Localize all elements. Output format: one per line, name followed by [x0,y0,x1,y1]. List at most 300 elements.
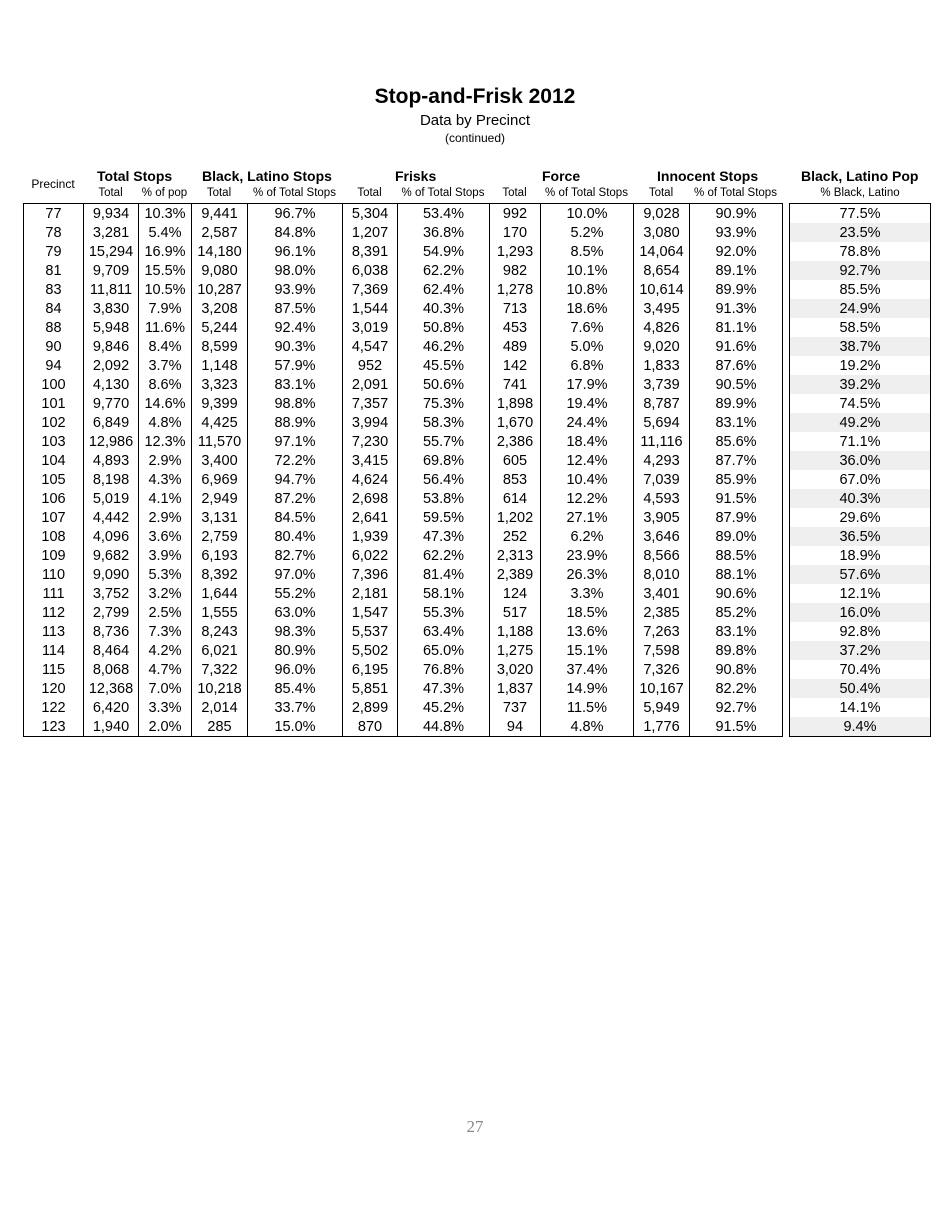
table-cell: 33.7% [248,698,343,717]
table-cell: 5,502 [343,641,398,660]
precinct-cell: 108 [24,527,84,546]
precinct-cell: 122 [24,698,84,717]
page-number: 27 [466,1117,484,1136]
table-cell: 4.1% [139,489,192,508]
table-cell: 4,893 [84,451,139,470]
population-row [790,280,931,299]
table-cell: 285 [192,717,248,737]
table-cell: 97.0% [248,565,343,584]
table-cell: 81.1% [690,318,783,337]
table-cell: 23.9% [541,546,634,565]
population-row [790,242,931,261]
table-row [24,337,783,356]
table-cell: 80.9% [248,641,343,660]
precinct-cell: 120 [24,679,84,698]
table-cell: 59.5% [398,508,490,527]
table-cell: 90.5% [690,375,783,394]
table-cell: 37.4% [541,660,634,679]
table-cell: 1,555 [192,603,248,622]
table-cell: 1,833 [634,356,690,375]
pct-black-latino-cell: 24.9% [790,299,931,318]
table-cell: 870 [343,717,398,737]
pct-black-latino-cell: 16.0% [790,603,931,622]
table-cell: 3,323 [192,375,248,394]
table-cell: 6.2% [541,527,634,546]
table-cell: 992 [490,204,541,224]
table-cell: 2.9% [139,508,192,527]
table-row [24,394,783,413]
population-row [790,394,931,413]
table-cell: 7,598 [634,641,690,660]
table-cell: 55.2% [248,584,343,603]
continued-note: (continued) [444,131,506,145]
table-cell: 18.4% [541,432,634,451]
table-cell: 3,646 [634,527,690,546]
table-cell: 6,193 [192,546,248,565]
table-cell: 1,293 [490,242,541,261]
table-cell: 5,244 [192,318,248,337]
table-cell: 12.4% [541,451,634,470]
pct-black-latino-cell: 23.5% [790,223,931,242]
table-cell: 75.3% [398,394,490,413]
pct-black-latino-cell: 19.2% [839,357,881,374]
table-cell: 3.7% [139,356,192,375]
pct-black-latino-cell: 67.0% [839,471,881,488]
table-cell: 47.3% [398,679,490,698]
table-cell: 8,392 [192,565,248,584]
precinct-cell: 77 [24,204,84,224]
pct-black-latino-cell: 36.0% [790,451,931,470]
table-cell: 85.2% [690,603,783,622]
table-cell: 2.9% [139,451,192,470]
subheader-pct-total-stops: % of Total Stops [253,187,336,199]
table-row [24,565,783,584]
table-cell: 3,401 [634,584,690,603]
table-cell: 98.3% [248,622,343,641]
precinct-data-table [23,203,783,737]
table-cell: 76.8% [398,660,490,679]
table-cell: 47.3% [398,527,490,546]
table-cell: 88.1% [690,565,783,584]
table-cell: 90.3% [248,337,343,356]
population-row [790,375,931,394]
table-cell: 83.1% [690,413,783,432]
table-cell: 4,547 [343,337,398,356]
table-cell: 90.6% [690,584,783,603]
precinct-cell: 106 [24,489,84,508]
table-cell: 3,495 [634,299,690,318]
table-cell: 5,304 [343,204,398,224]
table-row [24,451,783,470]
pct-black-latino-cell: 77.5% [839,205,881,222]
table-cell: 741 [490,375,541,394]
table-cell: 1,898 [490,394,541,413]
table-cell: 2,313 [490,546,541,565]
table-cell: 1,547 [343,603,398,622]
table-cell: 142 [490,356,541,375]
population-row [790,660,931,679]
table-cell: 3.2% [139,584,192,603]
table-cell: 982 [490,261,541,280]
table-cell: 89.1% [690,261,783,280]
table-cell: 19.4% [541,394,634,413]
table-cell: 7.0% [139,679,192,698]
table-cell: 9,709 [84,261,139,280]
precinct-cell: 123 [24,717,84,737]
table-cell: 3,131 [192,508,248,527]
table-row [24,527,783,546]
table-cell: 517 [490,603,541,622]
table-row [24,546,783,565]
table-cell: 55.3% [398,603,490,622]
table-cell: 11.5% [541,698,634,717]
table-cell: 8,243 [192,622,248,641]
pct-black-latino-cell: 70.4% [839,661,881,678]
precinct-cell: 111 [24,584,84,603]
table-cell: 85.6% [690,432,783,451]
header-black-latino-pop: Black, Latino Pop [801,168,919,184]
population-row [790,356,931,375]
table-cell: 63.0% [248,603,343,622]
pct-black-latino-cell: 14.1% [839,699,881,716]
subheader-total: Total [502,187,527,199]
table-cell: 50.6% [398,375,490,394]
population-row [790,603,931,622]
table-row [24,717,783,737]
table-cell: 1,939 [343,527,398,546]
table-cell: 952 [343,356,398,375]
table-cell: 3.6% [139,527,192,546]
table-cell: 4.3% [139,470,192,489]
precinct-cell: 109 [24,546,84,565]
table-cell: 7,326 [634,660,690,679]
header-force: Force [542,168,581,184]
table-cell: 53.4% [398,204,490,224]
table-cell: 98.0% [248,261,343,280]
table-cell: 1,670 [490,413,541,432]
table-cell: 8,599 [192,337,248,356]
subheader-total: Total [357,187,382,199]
precinct-cell: 105 [24,470,84,489]
table-cell: 10.4% [541,470,634,489]
table-row [24,242,783,261]
table-cell: 10,218 [192,679,248,698]
table-cell: 7,263 [634,622,690,641]
table-cell: 3.3% [139,698,192,717]
table-cell: 45.2% [398,698,490,717]
table-cell: 57.9% [248,356,343,375]
table-cell: 18.5% [541,603,634,622]
table-cell: 45.5% [398,356,490,375]
table-cell: 1,940 [84,717,139,737]
table-cell: 10,614 [634,280,690,299]
pct-black-latino-cell: 49.2% [790,413,931,432]
subheader-pct-total-stops: % of Total Stops [694,187,777,199]
table-cell: 5,948 [84,318,139,337]
table-cell: 88.9% [248,413,343,432]
table-cell: 4,130 [84,375,139,394]
table-cell: 90.8% [690,660,783,679]
table-cell: 91.5% [690,717,783,737]
table-cell: 15.0% [248,717,343,737]
table-cell: 9,028 [634,204,690,224]
table-cell: 3,080 [634,223,690,242]
pct-black-latino-cell: 85.5% [839,281,881,298]
table-cell: 8,464 [84,641,139,660]
table-row [24,261,783,280]
table-cell: 4,293 [634,451,690,470]
population-row [790,546,931,565]
table-cell: 4,096 [84,527,139,546]
table-cell: 489 [490,337,541,356]
table-cell: 8.6% [139,375,192,394]
table-row [24,204,783,224]
subheader-pct-total-stops: % of Total Stops [545,187,628,199]
precinct-cell: 84 [24,299,84,318]
precinct-cell: 90 [24,337,84,356]
table-cell: 6,849 [84,413,139,432]
table-cell: 453 [490,318,541,337]
table-cell: 89.9% [690,394,783,413]
population-row [790,451,931,470]
table-cell: 26.3% [541,565,634,584]
table-cell: 69.8% [398,451,490,470]
table-cell: 1,278 [490,280,541,299]
population-row [790,337,931,356]
table-cell: 4,425 [192,413,248,432]
table-row [24,698,783,717]
precinct-cell: 107 [24,508,84,527]
header-precinct: Precinct [31,177,75,191]
table-cell: 9,770 [84,394,139,413]
table-cell: 83.1% [248,375,343,394]
table-cell: 5.3% [139,565,192,584]
population-row [790,584,931,603]
table-cell: 87.9% [690,508,783,527]
table-cell: 5,949 [634,698,690,717]
table-cell: 5,019 [84,489,139,508]
table-cell: 124 [490,584,541,603]
table-row [24,603,783,622]
table-cell: 91.6% [690,337,783,356]
table-cell: 92.7% [690,698,783,717]
table-cell: 2,949 [192,489,248,508]
subheader-pct-pop: % of pop [141,187,188,199]
subheader-total: Total [206,187,232,199]
pct-black-latino-cell: 57.6% [790,565,931,584]
table-cell: 4.7% [139,660,192,679]
table-cell: 3.3% [541,584,634,603]
population-row [790,318,931,337]
table-cell: 89.0% [690,527,783,546]
subheader-total: Total [98,187,123,199]
table-cell: 1,202 [490,508,541,527]
population-row [790,204,931,224]
table-cell: 80.4% [248,527,343,546]
table-cell: 4.8% [541,717,634,737]
table-cell: 3,281 [84,223,139,242]
population-row [790,698,931,717]
table-cell: 2,641 [343,508,398,527]
population-row [790,432,931,451]
table-cell: 81.4% [398,565,490,584]
table-cell: 3,020 [490,660,541,679]
table-cell: 11,116 [634,432,690,451]
table-cell: 8,654 [634,261,690,280]
table-cell: 82.7% [248,546,343,565]
precinct-cell: 114 [24,641,84,660]
table-cell: 92.0% [690,242,783,261]
precinct-cell: 100 [24,375,84,394]
precinct-cell: 88 [24,318,84,337]
pct-black-latino-cell: 40.3% [790,489,931,508]
table-row [24,223,783,242]
table-cell: 13.6% [541,622,634,641]
table-cell: 1,544 [343,299,398,318]
table-cell: 5,851 [343,679,398,698]
table-cell: 4,826 [634,318,690,337]
table-cell: 2,759 [192,527,248,546]
table-cell: 252 [490,527,541,546]
table-cell: 7,396 [343,565,398,584]
table-cell: 4,624 [343,470,398,489]
page-title: Stop-and-Frisk 2012 [374,85,576,108]
table-cell: 4,593 [634,489,690,508]
table-cell: 87.7% [690,451,783,470]
table-cell: 6,021 [192,641,248,660]
table-cell: 2.5% [139,603,192,622]
subheader-pct-black-latino: % Black, Latino [820,187,900,199]
table-row [24,356,783,375]
precinct-cell: 113 [24,622,84,641]
population-row [790,223,931,242]
table-cell: 14.6% [139,394,192,413]
table-cell: 7.9% [139,299,192,318]
table-cell: 96.0% [248,660,343,679]
precinct-cell: 94 [24,356,84,375]
table-cell: 1,776 [634,717,690,737]
table-cell: 56.4% [398,470,490,489]
table-cell: 1,275 [490,641,541,660]
table-cell: 5,694 [634,413,690,432]
pct-black-latino-cell: 58.5% [839,319,881,336]
precinct-cell: 115 [24,660,84,679]
table-row [24,641,783,660]
table-cell: 853 [490,470,541,489]
table-cell: 11.6% [139,318,192,337]
table-cell: 2,092 [84,356,139,375]
precinct-cell: 81 [24,261,84,280]
precinct-cell: 103 [24,432,84,451]
table-row [24,413,783,432]
table-cell: 9,399 [192,394,248,413]
table-cell: 1,207 [343,223,398,242]
table-cell: 8,736 [84,622,139,641]
table-cell: 2,698 [343,489,398,508]
table-cell: 12,986 [84,432,139,451]
table-cell: 16.9% [139,242,192,261]
table-cell: 8,787 [634,394,690,413]
table-row [24,584,783,603]
population-row [790,470,931,489]
table-cell: 17.9% [541,375,634,394]
table-cell: 6,969 [192,470,248,489]
table-cell: 3,739 [634,375,690,394]
table-cell: 62.2% [398,261,490,280]
table-cell: 7.6% [541,318,634,337]
table-row [24,660,783,679]
population-row [790,413,931,432]
table-cell: 2,899 [343,698,398,717]
table-cell: 3,905 [634,508,690,527]
table-cell: 46.2% [398,337,490,356]
table-row [24,508,783,527]
table-cell: 6,038 [343,261,398,280]
table-cell: 3,752 [84,584,139,603]
pct-black-latino-cell: 92.7% [790,261,931,280]
table-cell: 4,442 [84,508,139,527]
table-cell: 8,068 [84,660,139,679]
table-cell: 14,064 [634,242,690,261]
table-cell: 3,400 [192,451,248,470]
population-row [790,641,931,660]
table-cell: 5.4% [139,223,192,242]
table-cell: 93.9% [248,280,343,299]
table-cell: 18.6% [541,299,634,318]
table-cell: 10.8% [541,280,634,299]
table-cell: 10.5% [139,280,192,299]
table-cell: 92.4% [248,318,343,337]
subheader-pct-total-stops: % of Total Stops [401,187,485,199]
precinct-cell: 83 [24,280,84,299]
pct-black-latino-cell: 39.2% [790,375,931,394]
table-cell: 3,415 [343,451,398,470]
table-cell: 14,180 [192,242,248,261]
table-cell: 87.2% [248,489,343,508]
population-row [790,679,931,698]
header-innocent-stops: Innocent Stops [657,168,759,184]
table-cell: 94.7% [248,470,343,489]
table-cell: 5,537 [343,622,398,641]
table-row [24,489,783,508]
table-cell: 9,934 [84,204,139,224]
table-cell: 85.4% [248,679,343,698]
population-table [789,203,931,737]
table-cell: 11,570 [192,432,248,451]
table-cell: 2,587 [192,223,248,242]
table-cell: 3,019 [343,318,398,337]
table-cell: 87.5% [248,299,343,318]
table-cell: 85.9% [690,470,783,489]
table-cell: 82.2% [690,679,783,698]
table-row [24,318,783,337]
table-row [24,299,783,318]
table-row [24,375,783,394]
table-cell: 14.9% [541,679,634,698]
table-cell: 6,420 [84,698,139,717]
pct-black-latino-cell: 78.8% [839,243,881,260]
table-cell: 6,195 [343,660,398,679]
table-cell: 87.6% [690,356,783,375]
table-cell: 170 [490,223,541,242]
table-cell: 89.8% [690,641,783,660]
table-cell: 6.8% [541,356,634,375]
pct-black-latino-cell: 29.6% [839,509,881,526]
precinct-cell: 112 [24,603,84,622]
table-cell: 62.2% [398,546,490,565]
table-cell: 5.0% [541,337,634,356]
table-cell: 3.9% [139,546,192,565]
